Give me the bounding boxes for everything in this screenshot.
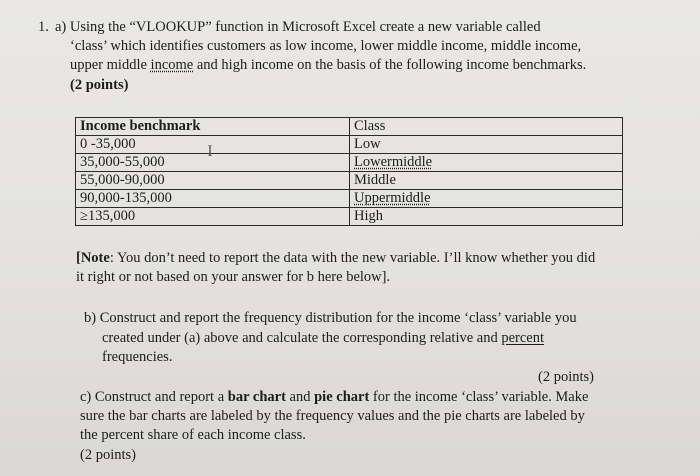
benchmark-cell: 55,000-90,000 <box>76 172 350 190</box>
question-c-line-3: the percent share of each income class. <box>80 427 306 443</box>
question-b-line-2 <box>102 329 544 347</box>
note-line-2: it right or not based on your answer for b here below]. <box>76 269 391 285</box>
benchmark-cell: 35,000-55,000 <box>76 154 350 172</box>
pie-chart-term: pie chart <box>314 389 370 405</box>
question-b-points: (2 points) <box>538 369 594 385</box>
line-2-text: created under (a) above and calculate the corresponding relative and <box>102 330 502 346</box>
benchmark-cell: ≥135,000 <box>76 208 350 226</box>
line-3-end: and high income on the basis of the following income benchmarks. <box>193 57 587 73</box>
header-income-benchmark: Income benchmark <box>76 118 350 136</box>
table-row <box>76 190 623 208</box>
table-row <box>76 136 623 154</box>
question-c-points: (2 points) <box>80 447 136 463</box>
income-benchmark-table <box>75 117 623 226</box>
bar-chart-term: bar chart <box>227 389 286 405</box>
table-header-row <box>76 118 623 136</box>
question-a-line-2: ‘class’ which identifies customers as low income, lower middle income, middle income, <box>70 38 582 54</box>
question-number: 1. <box>38 19 49 35</box>
benchmark-cell: 0 -35,000 <box>76 136 350 154</box>
note-label: [Note <box>76 250 110 266</box>
c-and: and <box>285 389 315 405</box>
table-row <box>76 172 623 190</box>
class-cell: Lowermiddle <box>350 154 623 172</box>
c-line-end: for the income ‘class’ variable. Make <box>369 389 589 405</box>
question-c-line-2: sure the bar charts are labeled by the frequency values and the pie charts are labeled by <box>80 408 585 424</box>
class-cell: Middle <box>350 172 623 190</box>
question-b-line-1: b) Construct and report the frequency distribution for the income ‘class’ variable you <box>84 310 577 326</box>
class-cell: High <box>350 208 623 226</box>
spellcheck-word: income <box>150 57 194 73</box>
benchmark-cell: 90,000-135,000 <box>76 190 350 208</box>
question-a-points: (2 points) <box>70 77 129 93</box>
table-row <box>76 208 623 226</box>
class-cell: Uppermiddle <box>350 190 623 208</box>
text-cursor-icon: Ｉ <box>203 144 217 160</box>
percent-word: percent <box>501 330 545 346</box>
c-line-start: c) Construct and report a <box>80 389 228 405</box>
question-c-line-1 <box>80 388 588 406</box>
class-cell: Low <box>350 136 623 154</box>
table-row <box>76 154 623 172</box>
line-3-start: upper middle <box>70 57 151 73</box>
question-b-line-3: frequencies. <box>102 349 173 365</box>
question-a-line-3 <box>70 56 586 74</box>
note-line-1 <box>76 249 595 267</box>
question-a-line-1: a) Using the “VLOOKUP” function in Microsoft Excel create a new variable called <box>55 19 541 35</box>
note-text: : You don’t need to report the data with the new variable. I’ll know whether you did <box>109 250 596 266</box>
header-class: Class <box>350 118 623 136</box>
